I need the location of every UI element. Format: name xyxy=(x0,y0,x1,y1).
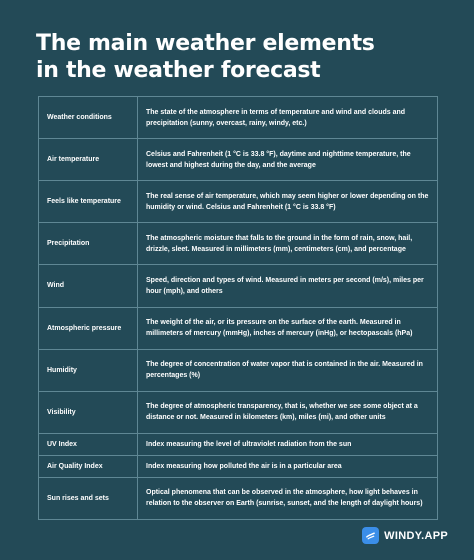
row-definition: Speed, direction and types of wind. Measured in meters per second (m/s), miles per hour (mph), and others xyxy=(138,265,438,307)
brand-footer xyxy=(362,527,448,544)
row-term: Sun rises and sets xyxy=(39,477,138,519)
row-term: Feels like temperature xyxy=(39,181,138,223)
row-definition: The real sense of air temperature, which may seem higher or lower depending on the humidity or wind. Celsius and Fahrenheit (1 °C is 33.8 °F) xyxy=(138,181,438,223)
row-definition: The atmospheric moisture that falls to the ground in the form of rain, snow, hail, drizzle, sleet. Measured in millimeters (mm), centimeters (cm), and percentage xyxy=(138,223,438,265)
row-term: Wind xyxy=(39,265,138,307)
table-row xyxy=(39,307,438,349)
row-definition: Index measuring the level of ultraviolet radiation from the sun xyxy=(138,433,438,455)
table-row xyxy=(39,391,438,433)
table-row xyxy=(39,349,438,391)
table-row xyxy=(39,139,438,181)
weather-elements-table xyxy=(38,96,438,520)
table-row xyxy=(39,181,438,223)
table-row xyxy=(39,433,438,455)
row-term: Humidity xyxy=(39,349,138,391)
windy-logo-icon xyxy=(362,527,379,544)
row-definition: The weight of the air, or its pressure on the surface of the earth. Measured in millimeters of mercury (mmHg), inches of mercury (inHg), or hectopascals (hPa) xyxy=(138,307,438,349)
row-term: Air temperature xyxy=(39,139,138,181)
table-row xyxy=(39,223,438,265)
page-title xyxy=(36,30,375,84)
row-term: Weather conditions xyxy=(39,97,138,139)
title-line-2: in the weather forecast xyxy=(36,58,321,83)
brand-name: WINDY.APP xyxy=(384,529,448,542)
row-term: Precipitation xyxy=(39,223,138,265)
table-row xyxy=(39,455,438,477)
row-term: Atmospheric pressure xyxy=(39,307,138,349)
row-definition: The degree of atmospheric transparency, that is, whether we see some object at a distance or not. Measured in kilometers (km), miles (mi), and other units xyxy=(138,391,438,433)
title-line-1: The main weather elements xyxy=(36,31,375,56)
row-term: Visibility xyxy=(39,391,138,433)
row-definition: Optical phenomena that can be observed in the atmosphere, how light behaves in relation to the observer on Earth (sunrise, sunset, and the length of daylight hours) xyxy=(138,477,438,519)
table-row xyxy=(39,265,438,307)
row-definition: Index measuring how polluted the air is in a particular area xyxy=(138,455,438,477)
table-row xyxy=(39,97,438,139)
row-term: Air Quality Index xyxy=(39,455,138,477)
row-term: UV Index xyxy=(39,433,138,455)
table-row xyxy=(39,477,438,519)
row-definition: The degree of concentration of water vapor that is contained in the air. Measured in percentages (%) xyxy=(138,349,438,391)
row-definition: The state of the atmosphere in terms of temperature and wind and clouds and precipitation (sunny, overcast, rainy, windy, etc.) xyxy=(138,97,438,139)
row-definition: Celsius and Fahrenheit (1 °C is 33.8 °F), daytime and nighttime temperature, the lowest and highest during the day, and the average xyxy=(138,139,438,181)
